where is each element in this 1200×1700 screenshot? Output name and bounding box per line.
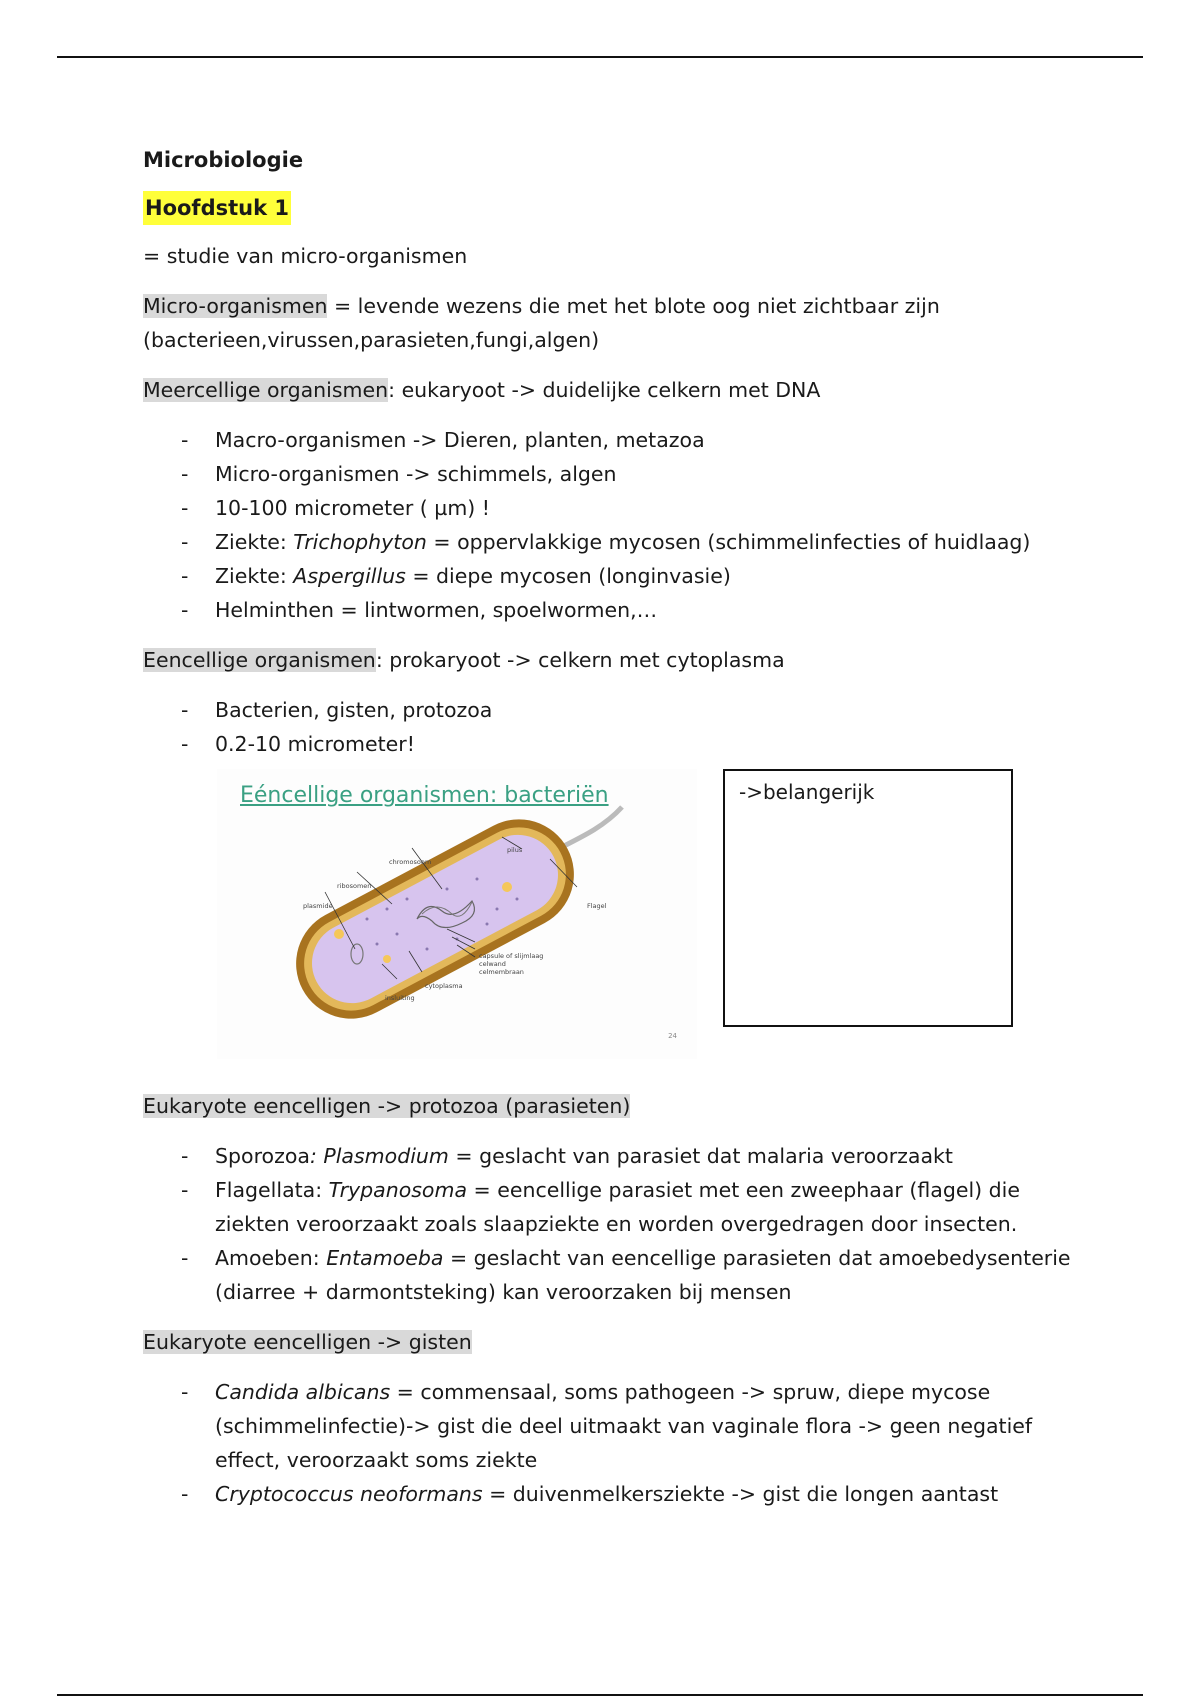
yeasts-list: [143, 1375, 1073, 1511]
label-pilus: pilus: [507, 846, 523, 854]
label-chromosome: chromosoom: [389, 858, 432, 866]
label-flagel: Flagel: [587, 902, 607, 910]
label-cell-membrane: celmembraan: [479, 968, 524, 976]
list-item: - Micro-organismen -> schimmels, algen: [181, 462, 617, 486]
list-item: - Sporozoa: Plasmodium = geslacht van parasiet dat malaria veroorzaakt: [181, 1144, 953, 1168]
unicellular-text: : prokaryoot -> celkern met cytoplasma: [375, 648, 785, 672]
label-capsule: capsule of slijmlaag: [479, 952, 544, 960]
multicellular-list: [143, 423, 1073, 627]
list-item: - Flagellata: Trypanosoma = eencellige parasiet met een zweephaar (flagel) die ziekten veroorzaakt zoals slaapziekte en worden overgedragen door insecten.: [181, 1178, 1020, 1236]
chapter-heading: Hoofdstuk 1: [143, 191, 291, 225]
multicellular-text: : eukaryoot -> duidelijke celkern met DNA: [388, 378, 821, 402]
unicellular-list: [143, 693, 1073, 761]
list-item: - Candida albicans = commensaal, soms pathogeen -> spruw, diepe mycose (schimmelinfectie)-> gist die deel uitmaakt van vaginale flora -> geen negatief effect, veroorzaakt soms ziekte: [181, 1380, 1033, 1472]
note-text: ->belangerijk: [739, 780, 875, 804]
micro-organisms-examples: (bacterieen,virussen,parasieten,fungi,algen): [143, 328, 600, 352]
protozoa-heading: [143, 1089, 1073, 1123]
list-item: - Ziekte: Aspergillus = diepe mycosen (longinvasie): [181, 564, 731, 588]
yeasts-term: Eukaryote eencelligen -> gisten: [143, 1330, 472, 1354]
unicellular-term: Eencellige organismen: [143, 648, 376, 672]
multicellular-term: Meercellige organismen: [143, 378, 389, 402]
micro-organisms-term: Micro-organismen: [143, 294, 328, 318]
micro-organisms-text: = levende wezens die met het blote oog niet zichtbaar zijn: [327, 294, 940, 318]
footer-rule: [57, 1694, 1143, 1696]
document-body: [143, 143, 1073, 1527]
list-item: - 0.2-10 micrometer!: [181, 732, 415, 756]
protozoa-term: Eukaryote eencelligen -> protozoa (parasieten): [143, 1094, 631, 1118]
list-item: - 10-100 micrometer ( µm) !: [181, 496, 491, 520]
label-cell-wall: celwand: [479, 960, 506, 968]
figure-row: [143, 769, 1073, 1069]
label-inclusion: insluiting: [385, 994, 415, 1002]
list-item: - Bacterien, gisten, protozoa: [181, 698, 493, 722]
note-box: [723, 769, 1013, 1027]
figure-page-number: 24: [668, 1032, 677, 1040]
label-plasmid: plasmide: [303, 902, 333, 910]
multicellular-heading: [143, 373, 1073, 407]
unicellular-heading: [143, 643, 1073, 677]
label-cytoplasm: cytoplasma: [425, 982, 463, 990]
label-ribosome: ribosomen: [337, 882, 372, 890]
list-item: - Ziekte: Trichophyton = oppervlakkige mycosen (schimmelinfecties of huidlaag): [181, 530, 1031, 554]
list-item: - Macro-organismen -> Dieren, planten, metazoa: [181, 428, 705, 452]
list-item: - Helminthen = lintwormen, spoelwormen,…: [181, 598, 658, 622]
bacteria-diagram: [217, 769, 697, 1059]
list-item: - Cryptococcus neoformans = duivenmelkersziekte -> gist die longen aantast: [181, 1482, 999, 1506]
yeasts-heading: [143, 1325, 1073, 1359]
micro-organisms-paragraph: [143, 289, 1073, 357]
figure-title: Eéncellige organismen: bacteriën: [240, 783, 609, 808]
protozoa-list: [143, 1139, 1073, 1309]
definition-line: = studie van micro-organismen: [143, 244, 468, 268]
document-title: Microbiologie: [143, 148, 304, 172]
list-item: - Amoeben: Entamoeba = geslacht van eencellige parasieten dat amoebedysenterie (diarree + darmontsteking) kan veroorzaken bij mensen: [181, 1246, 1071, 1304]
bacterium-illustration: [217, 769, 697, 1059]
header-rule: [57, 56, 1143, 58]
